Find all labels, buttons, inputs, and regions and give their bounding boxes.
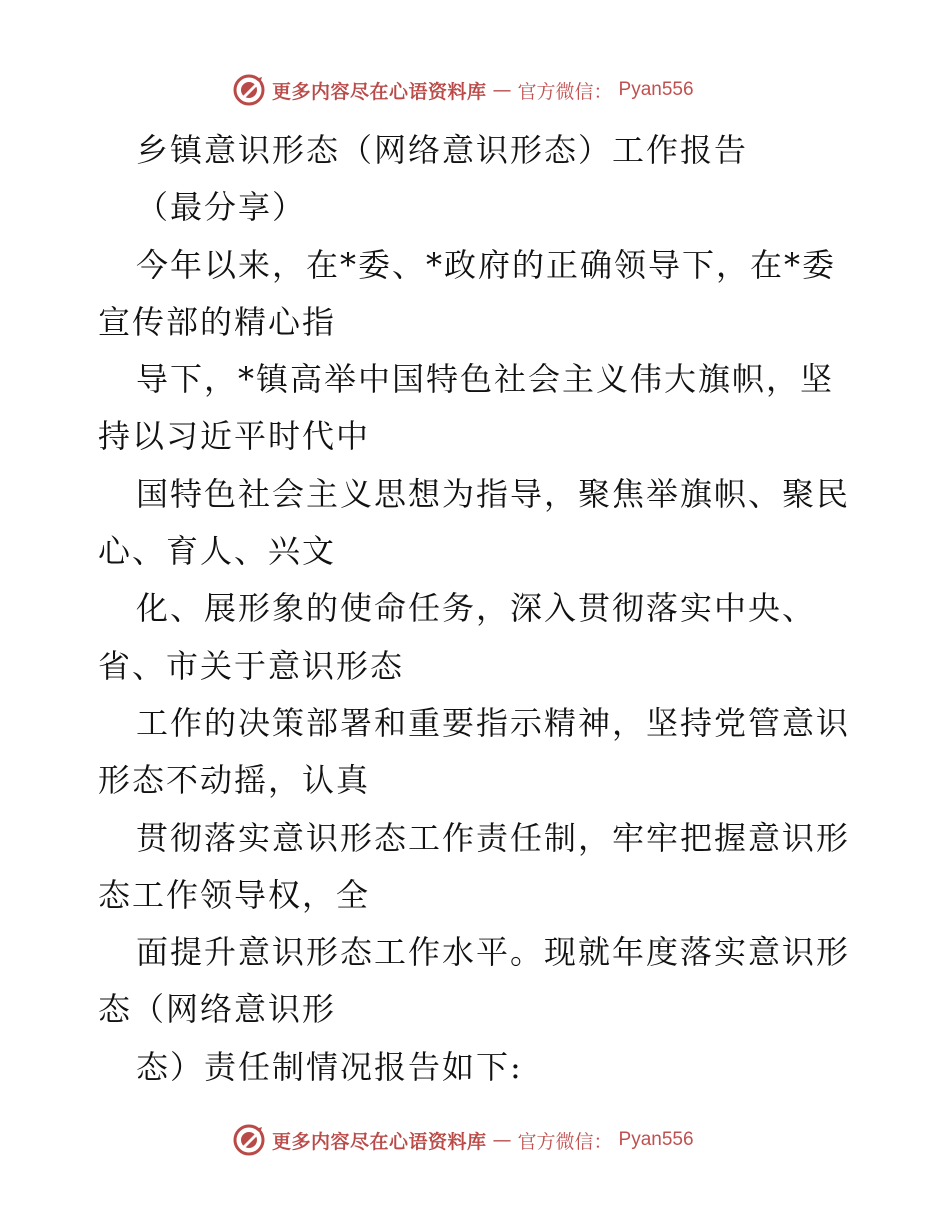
paragraph-line: 宣传部的精心指 (98, 302, 337, 341)
paragraph-line: 省、市关于意识形态 (98, 646, 405, 685)
paragraph-line: 国特色社会主义思想为指导，聚焦举旗帜、聚民 (136, 474, 851, 513)
watermark-tail: 官方微信： (517, 80, 613, 103)
header-watermark (232, 73, 694, 107)
paragraph-line: 心、育人、兴文 (98, 532, 337, 571)
paragraph-line: 持以习近平时代中 (98, 417, 371, 456)
watermark-id: Pyan556 (618, 1129, 694, 1150)
paragraph-line: 面提升意识形态工作水平。现就年度落实意识形 (136, 933, 851, 972)
brand-logo-icon (232, 1123, 266, 1157)
paragraph-line: 工作的决策部署和重要指示精神，坚持党管意识 (136, 703, 851, 742)
watermark-tail: 官方微信： (517, 1130, 613, 1153)
watermark-dash: — (492, 79, 512, 101)
paragraph-line: 态）责任制情况报告如下: (136, 1047, 523, 1086)
paragraph-line: 化、展形象的使命任务，深入贯彻落实中央、 (136, 589, 817, 628)
watermark-text: 更多内容尽在心语资料库 (272, 80, 487, 103)
document-title: 乡镇意识形态（网络意识形态）工作报告 (136, 131, 749, 169)
paragraph-line: 贯彻落实意识形态工作责任制，牢牢把握意识形 (136, 818, 851, 857)
paragraph-line: 态（网络意识形 (98, 990, 337, 1029)
paragraph-line: 今年以来，在*委、*政府的正确领导下，在*委 (136, 245, 837, 284)
paragraph-line: 态工作领导权，全 (98, 875, 371, 914)
watermark-text: 更多内容尽在心语资料库 (272, 1130, 487, 1153)
watermark-dash: — (492, 1129, 512, 1151)
document-subtitle: （最分享） (136, 188, 307, 227)
watermark-id: Pyan556 (618, 79, 694, 100)
footer-watermark (232, 1123, 694, 1157)
paragraph-line: 导下，*镇高举中国特色社会主义伟大旗帜，坚 (136, 360, 835, 399)
brand-logo-icon (232, 73, 266, 107)
paragraph-line: 形态不动摇，认真 (98, 761, 371, 800)
document-body (98, 122, 858, 1096)
